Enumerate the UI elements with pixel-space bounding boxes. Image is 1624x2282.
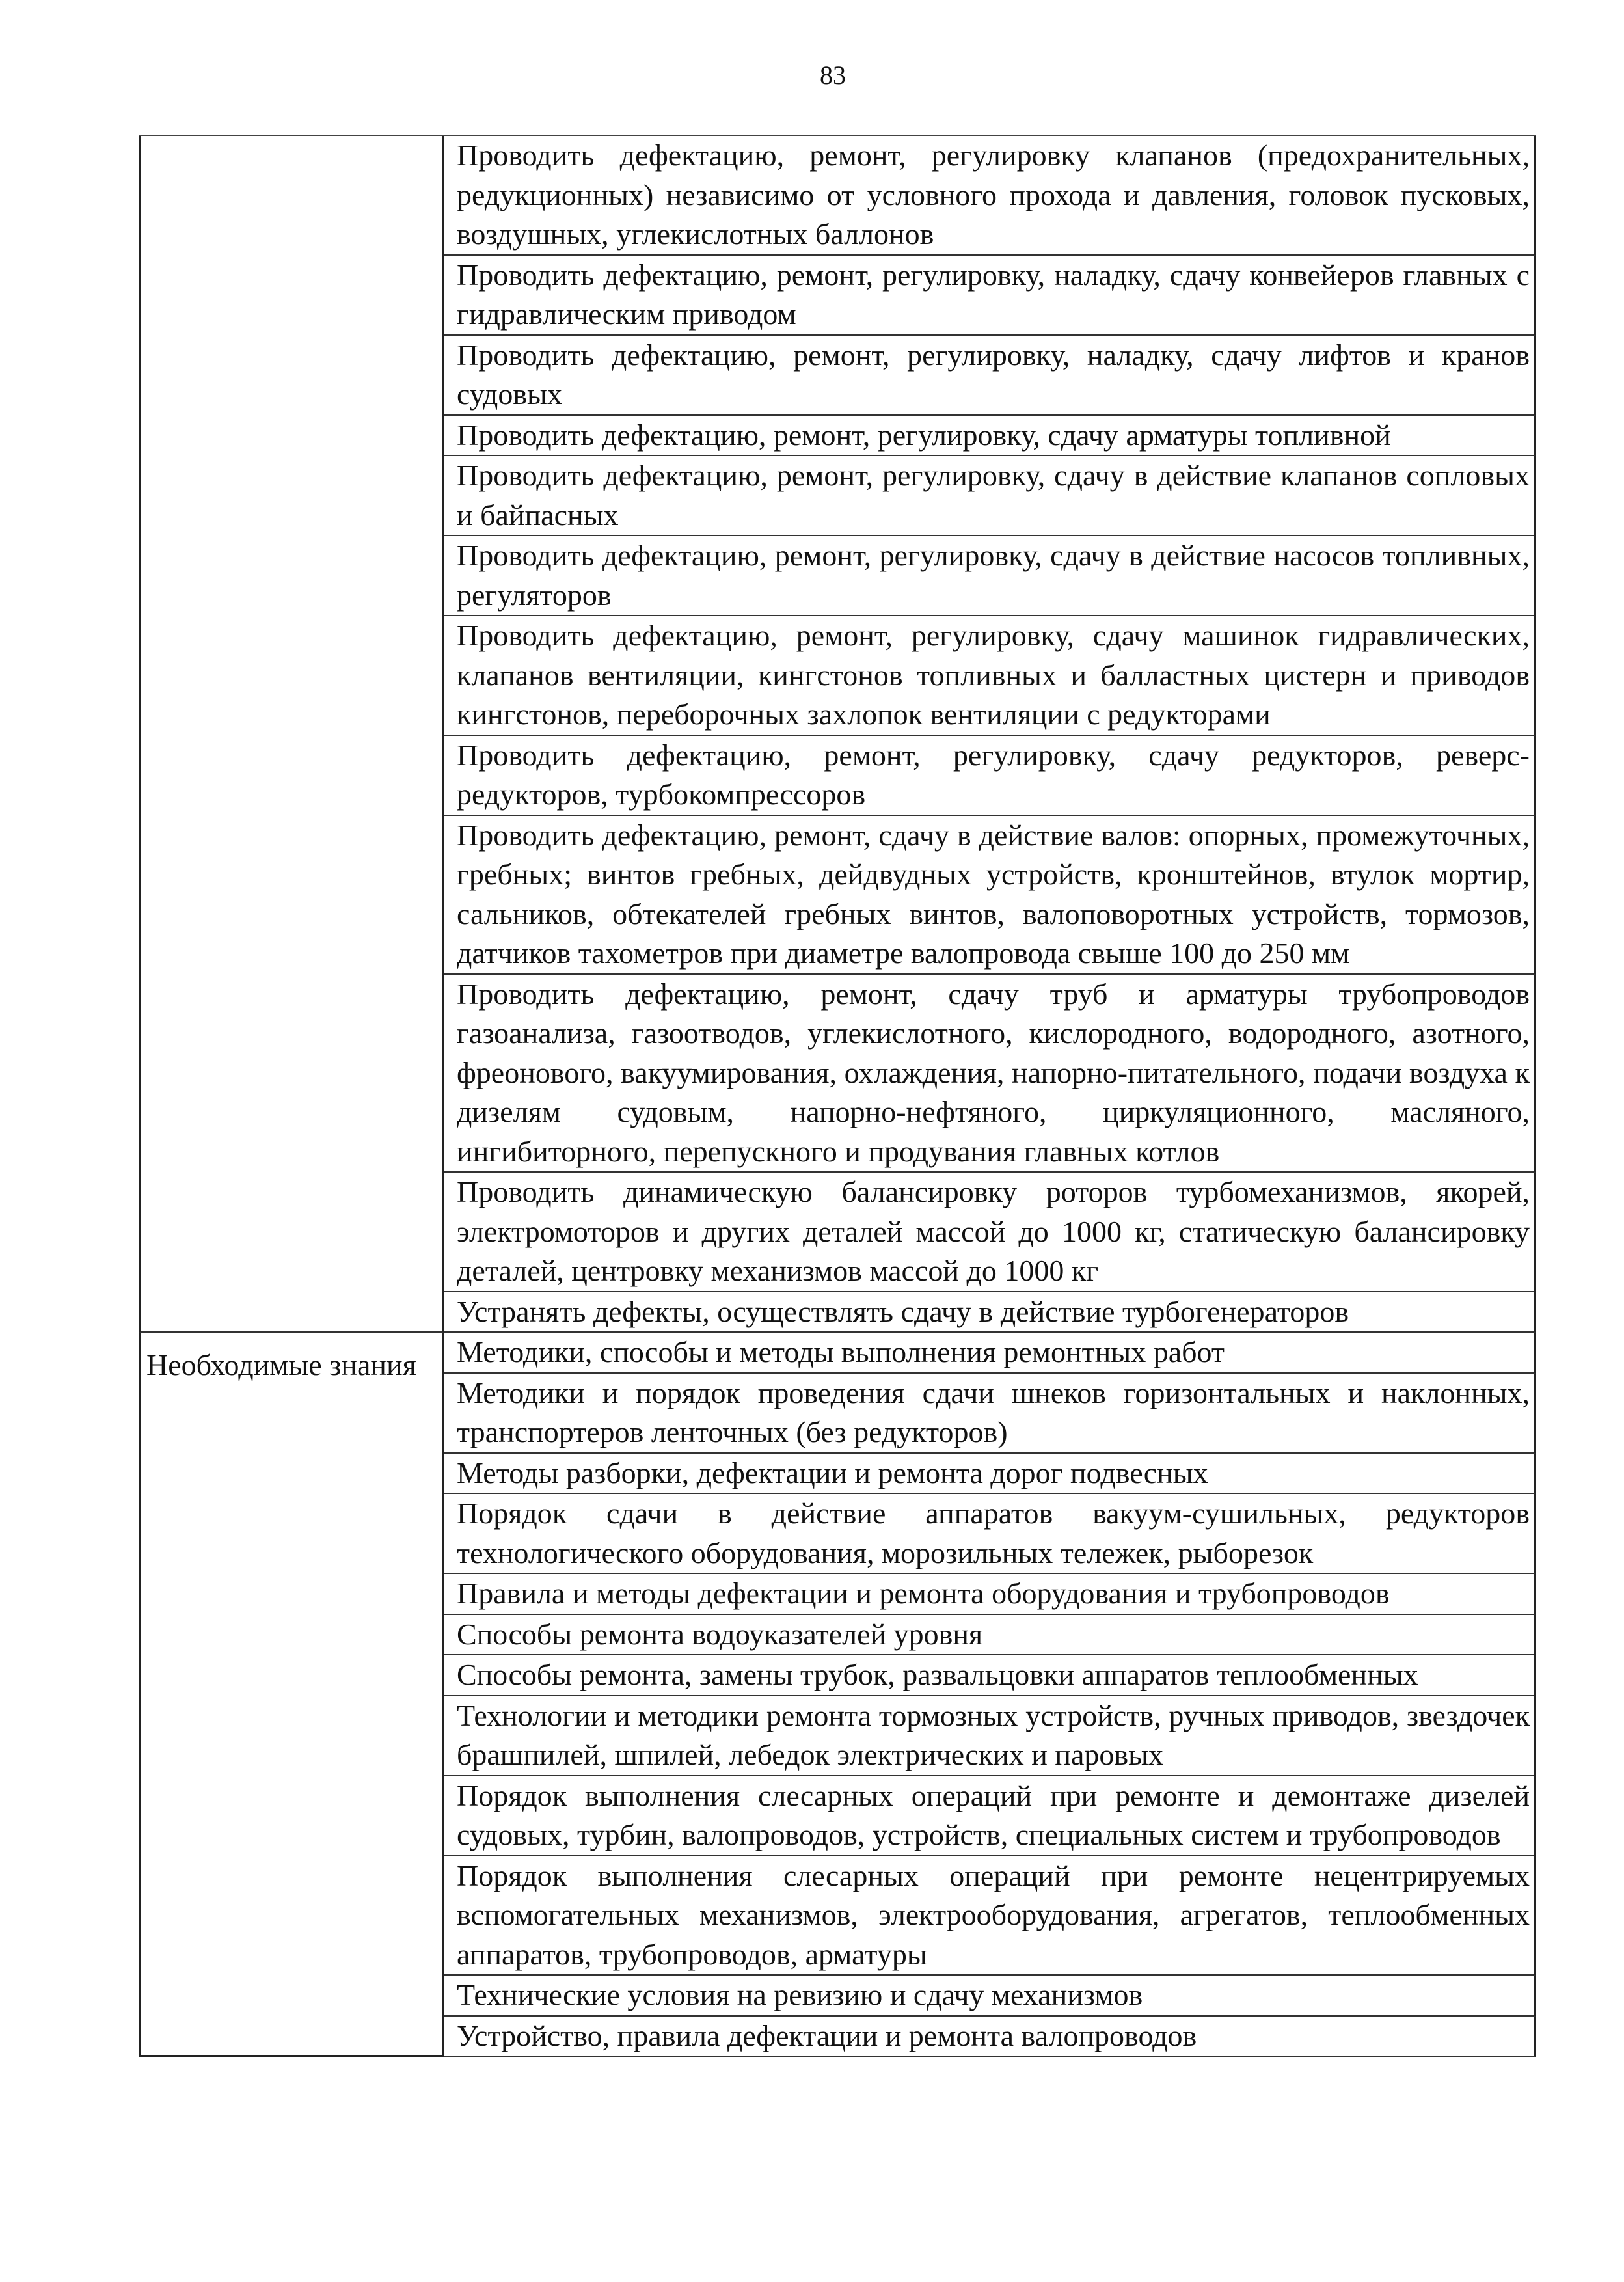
table-row: Технологии и методики ремонта тормозных устройств, ручных приводов, звездочек брашпилей, шпилей, лебедок электрических и паровых [444,1696,1536,1776]
table-row: Порядок выполнения слесарных операций при ремонте и демонтаже дизелей судовых, турбин, валопроводов, устройств, специальных систем и трубопроводов [444,1776,1536,1856]
table-row: Методы разборки, дефектации и ремонта дорог подвесных [444,1454,1536,1495]
table-row: Проводить дефектацию, ремонт, сдачу в действие валов: опорных, промежуточных, гребных; винтов гребных, дейдвудных устройств, кронштейнов, втулок мортир, сальников, обтекателей гребных винтов, валоповоротных устройств, тормозов, датчиков тахометров при диаметре валопровода свыше 100 до 250 мм [444,816,1536,975]
table-row: Проводить динамическую балансировку роторов турбомеханизмов, якорей, электромоторов и других деталей массой до 1000 кг, статическую балансировку деталей, центровку механизмов массой до 1000 кг [444,1173,1536,1292]
table-row: Способы ремонта водоуказателей уровня [444,1615,1536,1656]
table-row: Порядок выполнения слесарных операций при ремонте нецентрируемых вспомогательных механизмов, электрооборудования, агрегатов, теплообменных аппаратов, трубопроводов, арматуры [444,1856,1536,1976]
section-label [139,136,444,1333]
table-row: Проводить дефектацию, ремонт, регулировку, наладку, сдачу лифтов и кранов судовых [444,336,1536,416]
section-rows [444,1333,1536,2057]
table-row: Проводить дефектацию, ремонт, регулировку клапанов (предохранительных, редукционных) независимо от условного прохода и давления, головок пусковых, воздушных, углекислотных баллонов [444,136,1536,256]
table-row: Устройство, правила дефектации и ремонта валопроводов [444,2017,1536,2058]
table-section-knowledge [139,1333,1536,2057]
table-row: Устранять дефекты, осуществлять сдачу в действие турбогенераторов [444,1292,1536,1333]
table-row: Правила и методы дефектации и ремонта оборудования и трубопроводов [444,1574,1536,1615]
table-row: Проводить дефектацию, ремонт, регулировку, сдачу арматуры топливной [444,416,1536,457]
table-row: Проводить дефектацию, ремонт, регулировку, сдачу редукторов, реверс-редукторов, турбокомпрессоров [444,736,1536,816]
table-row: Проводить дефектацию, ремонт, сдачу труб и арматуры трубопроводов газоанализа, газоотводов, углекислотного, кислородного, водородного, азотного, фреонового, вакуумирования, охлаждения, напорно-питательного, подачи воздуха к дизелям судовым, напорно-нефтяного, циркуляционного, масляного, ингибиторного, перепускного и продувания главных котлов [444,975,1536,1173]
table-section-skills [139,136,1536,1333]
table-row: Порядок сдачи в действие аппаратов вакуум-сушильных, редукторов технологического оборудования, морозильных тележек, рыборезок [444,1494,1536,1574]
section-label-knowledge: Необходимые знания [139,1333,444,2057]
table-row: Методики и порядок проведения сдачи шнеков горизонтальных и наклонных, транспортеров ленточных (без редукторов) [444,1374,1536,1454]
page-number: 83 [820,61,846,90]
table-row: Технические условия на ревизию и сдачу механизмов [444,1976,1536,2017]
section-rows [444,136,1536,1333]
table-row: Проводить дефектацию, ремонт, регулировку, сдачу машинок гидравлических, клапанов вентиляции, кингстонов топливных и балластных цистерн и приводов кингстонов, переборочных захлопок вентиляции с редукторами [444,616,1536,736]
table-row: Проводить дефектацию, ремонт, регулировку, сдачу в действие насосов топливных, регуляторов [444,536,1536,616]
table-row: Проводить дефектацию, ремонт, регулировку, наладку, сдачу конвейеров главных с гидравлическим приводом [444,256,1536,336]
table-row: Проводить дефектацию, ремонт, регулировку, сдачу в действие клапанов сопловых и байпасных [444,456,1536,536]
competency-table [139,135,1536,2057]
table-row: Способы ремонта, замены трубок, развальцовки аппаратов теплообменных [444,1655,1536,1696]
table-row: Методики, способы и методы выполнения ремонтных работ [444,1333,1536,1374]
